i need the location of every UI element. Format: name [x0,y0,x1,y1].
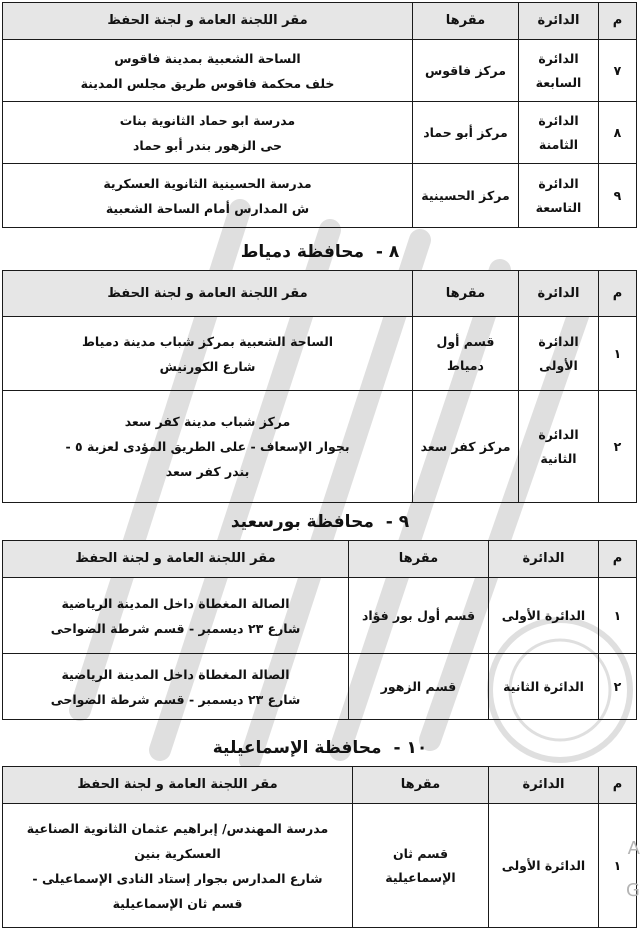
seat-cell [413,391,519,503]
table-sharqia-continued [2,2,637,228]
header-committee: مقر اللجنة العامة و لجنة الحفظ [3,3,413,40]
header-num: م [599,767,637,804]
district-line: الدائرة [538,426,579,442]
district-line: الدائرة [538,50,579,66]
header-num: م [599,271,637,317]
seat-cell [349,578,489,654]
governorate-name: محافظة الإسماعيلية [212,738,382,758]
seat-line: مركز أبو حماد [423,124,508,140]
table-row [3,391,637,503]
governorate-number: ٩ - [385,512,410,532]
seat-cell [413,317,519,391]
address-line: شارع ٢٣ ديسمبر - قسم شرطة الضواحى [50,620,301,636]
district-line: الدائرة [538,175,579,191]
row-number: ١ [599,578,637,654]
district-line: الدائرة الأولى [501,857,586,873]
address-line: خلف محكمة فاقوس طريق مجلس المدينة [80,75,335,91]
seat-line: دمياط [447,357,484,373]
corner-mark-g: G [626,880,640,901]
row-number: ٧ [599,40,637,102]
table-row [3,578,637,654]
district-line: الدائرة [538,333,579,349]
header-seat: مقرها [353,767,489,804]
table-row [3,40,637,102]
district-line: الأولى [539,357,578,373]
address-line: شارع ٢٣ ديسمبر - قسم شرطة الضواحى [50,691,301,707]
address-line: شارع المدارس بجوار إستاد النادى الإسماعيلى - [32,870,323,886]
seat-line: الإسماعيلية [385,869,456,885]
district-cell [489,654,599,720]
committee-address-cell [3,391,413,503]
committee-address-cell [3,164,413,228]
address-line: مدرسة ابو حماد الثانوية بنات [119,112,296,128]
committee-address-cell [3,804,353,928]
header-seat: مقرها [413,3,519,40]
address-line: الساحة الشعبية بمركز شباب مدينة دمياط [81,333,334,349]
seat-line: مركز الحسينية [421,187,510,203]
table-body [3,578,637,720]
district-cell [489,578,599,654]
seat-line: قسم ثان [392,845,449,861]
table-header-row [3,541,637,578]
governorate-number: ٨ - [375,242,400,262]
address-line: مدرسة الحسينية الثانوية العسكرية [103,175,312,191]
governorate-title-portsaid [0,508,640,536]
seat-line: قسم الزهور [380,678,457,694]
district-cell [519,317,599,391]
district-cell [489,804,599,928]
committee-address-cell [3,317,413,391]
district-line: الثانية [540,450,577,466]
table-row [3,164,637,228]
row-number: ٢ [599,391,637,503]
address-line: مدرسة المهندس/ إبراهيم عثمان الثانوية الصناعية [26,820,329,836]
governorate-name: محافظة دمياط [240,242,364,262]
address-line: الصالة المغطاة داخل المدينة الرياضية [61,666,290,682]
committee-address-cell [3,654,349,720]
district-line: الثامنة [538,136,579,152]
table-header-row [3,271,637,317]
district-cell [519,102,599,164]
seat-cell [413,40,519,102]
committee-address-cell [3,578,349,654]
table-row [3,804,637,928]
row-number: ٢ [599,654,637,720]
header-district: الدائرة [519,271,599,317]
corner-mark-a: A [627,838,640,859]
header-seat: مقرها [349,541,489,578]
address-line: قسم ثان الإسماعيلية [112,895,243,911]
district-cell [519,391,599,503]
row-number: ١ [599,804,637,928]
table-header-row [3,3,637,40]
header-committee: مقر اللجنة العامة و لجنة الحفظ [3,541,349,578]
address-line: الساحة الشعبية بمدينة فاقوس [114,50,301,66]
header-num: م [599,541,637,578]
seat-cell [349,654,489,720]
address-line: مركز شباب مدينة كفر سعد [124,414,291,429]
row-number: ٨ [599,102,637,164]
address-line: شارع الكورنيش [159,358,256,374]
address-line: الصالة المغطاة داخل المدينة الرياضية [61,595,290,611]
header-num: م [599,3,637,40]
district-line: السابعة [535,74,582,90]
district-line: التاسعة [535,199,582,215]
district-cell [519,40,599,102]
table-row [3,654,637,720]
table-ismailia [2,766,637,928]
governorate-name: محافظة بورسعيد [230,512,374,532]
seat-line: مركز فاقوس [424,62,507,78]
committee-address-cell [3,102,413,164]
table-portsaid [2,540,637,720]
seat-cell [353,804,489,928]
address-line: بندر كفر سعد [165,464,250,479]
seat-cell [413,102,519,164]
governorate-title-damietta [0,238,640,266]
header-seat: مقرها [413,271,519,317]
table-row [3,102,637,164]
address-line: ش المدارس أمام الساحة الشعبية [105,200,310,216]
governorate-number: ١٠ - [393,738,428,758]
district-line: الدائرة [538,112,579,128]
seat-line: قسم أول بور فؤاد [361,607,476,623]
table-header-row [3,767,637,804]
header-district: الدائرة [489,541,599,578]
header-committee: مقر اللجنة العامة و لجنة الحفظ [3,767,353,804]
address-line: بجوار الإسعاف - على الطريق المؤدى لعزبة ٥ - [65,439,350,454]
address-line: حى الزهور بندر أبو حماد [132,137,283,153]
header-district: الدائرة [489,767,599,804]
governorate-title-ismailia [0,734,640,762]
seat-line: مركز كفر سعد [420,438,511,454]
district-cell [519,164,599,228]
header-district: الدائرة [519,3,599,40]
seat-cell [413,164,519,228]
table-row [3,317,637,391]
row-number: ١ [599,317,637,391]
table-body [3,317,637,503]
table-body [3,40,637,228]
table-body [3,804,637,928]
table-damietta [2,270,637,503]
committee-address-cell [3,40,413,102]
header-committee: مقر اللجنة العامة و لجنة الحفظ [3,271,413,317]
row-number: ٩ [599,164,637,228]
district-line: الدائرة الأولى [501,607,586,623]
seat-line: قسم أول [436,333,495,349]
district-line: الدائرة الثانية [503,678,584,694]
address-line: العسكرية بنين [134,845,221,861]
